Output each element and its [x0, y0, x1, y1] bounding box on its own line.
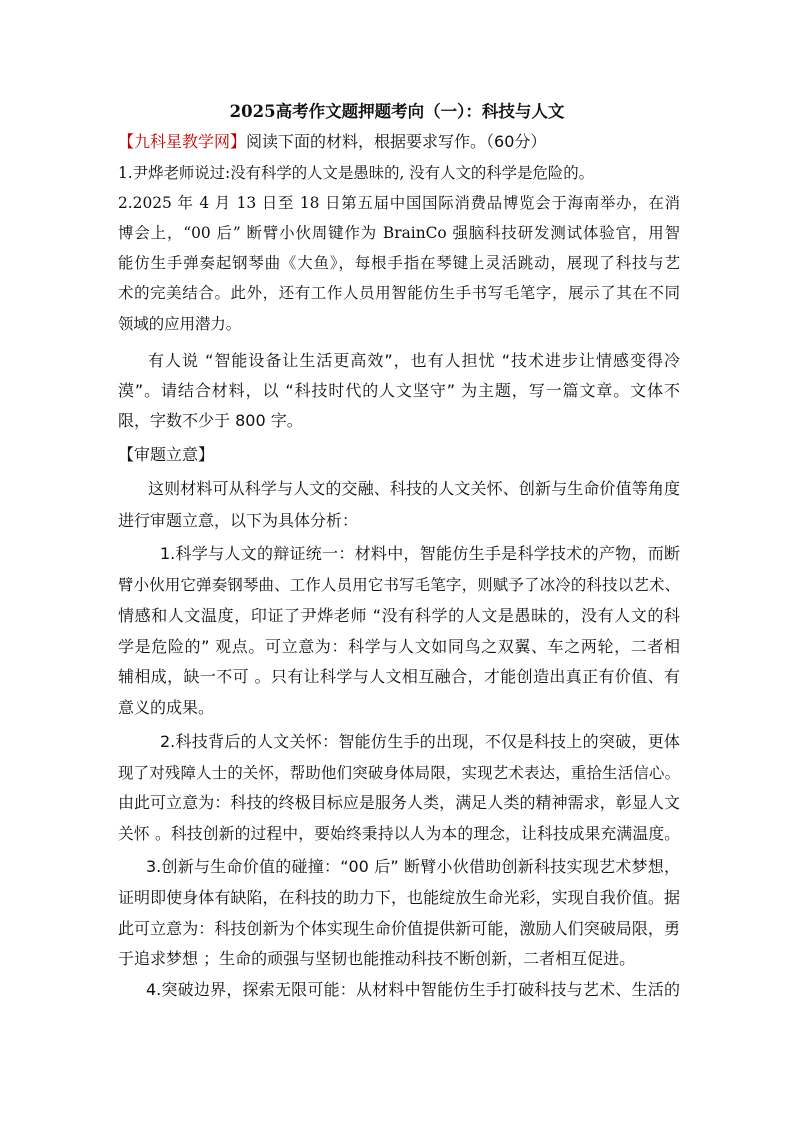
point-4-line: 4.突破边界，探索无限可能：从材料中智能仿生手打破科技与艺术、生活的 [146, 980, 680, 999]
point-2-line: 2.科技背后的人文关怀：智能仿生手的出现，不仅是科技上的突破，更体 [160, 732, 680, 751]
point-1-line: 辅相成，缺一不可 。只有让科学与人文相互融合，才能创造出真正有价值、有 [118, 667, 680, 686]
analysis-intro-line: 这则材料可从科学与人文的交融、科技的人文关怀、创新与生命价值等角度 [148, 479, 680, 498]
point-1-line: 情感和人文温度，印证了尹烨老师 “没有科学的人文是愚昧的，没有人文的科 [118, 606, 680, 625]
intro-line [118, 127, 680, 157]
material-2-line: 博会上，“00 后” 断臂小伙周键作为 BrainCo 强脑科技研发测试体验官，用智 [118, 224, 680, 242]
point-1-line: 意义的成果。 [118, 698, 215, 717]
point-1-line: 1.科学与人文的辩证统一：材料中，智能仿生手是科学技术的产物，而断 [160, 544, 680, 563]
document-title: 2025高考作文题押题考向（一）：科技与人文 [229, 102, 565, 121]
material-2-line: 2.2025 年 4 月 13 日至 18 日第五届中国国际消费品博览会于海南举办，在消 [118, 194, 680, 212]
point-2-line: 关怀 。科技创新的过程中，要始终秉持以人为本的理念，让科技成果充满温度。 [118, 824, 680, 843]
material-2-line: 领域的应用潜力。 [118, 315, 242, 333]
point-3-line: 证明即使身体有缺陷，在科技的助力下，也能绽放生命光彩，实现自我价值。据 [118, 888, 680, 907]
material-2-line: 能仿生手弹奏起钢琴曲《大鱼》，每根手指在琴键上灵活跳动，展现了科技与艺 [118, 254, 680, 272]
point-3-line: 此可立意为：科技创新为个体实现生命价值提供新可能，激励人们突破局限，勇 [118, 919, 680, 938]
source-tag: 【九科星教学网】 [118, 132, 247, 151]
point-3-line: 于追求梦想 ；生命的顽强与坚韧也能推动科技不断创新，二者相互促进。 [118, 949, 636, 968]
material-1: 1.尹烨老师说过:没有科学的人文是愚昧的, 没有人文的科学是危险的。 [118, 164, 594, 182]
point-2-line: 由此可立意为：科技的终极目标应是服务人类，满足人类的精神需求，彰显人文 [118, 793, 680, 812]
analysis-intro-line: 进行审题立意，以下为具体分析： [118, 511, 359, 530]
point-3-line: 3.创新与生命价值的碰撞：“00 后” 断臂小伙借助创新科技实现艺术梦想， [146, 857, 680, 876]
intro-text: 阅读下面的材料，根据要求写作。（60分） [246, 132, 547, 151]
point-1-line: 臂小伙用它弹奏钢琴曲、工作人员用它书写毛笔字，则赋予了冰冷的科技以艺术、 [118, 576, 680, 594]
prompt-line: 有人说 “智能设备让生活更高效”，也有人担忧 “技术进步让情感变得冷 [148, 351, 680, 370]
section-heading: 【审题立意】 [118, 445, 215, 464]
prompt-line: 漠”。请结合材料，以 “科技时代的人文坚守” 为主题，写一篇文章。文体不 [118, 381, 680, 400]
prompt-line: 限，字数不少于 800 字。 [118, 411, 303, 430]
point-1-line: 学是危险的” 观点。可立意为：科学与人文如同鸟之双翼、车之两轮，二者相 [118, 637, 680, 656]
point-2-line: 现了对残障人士的关怀，帮助他们突破身体局限，实现艺术表达，重拾生活信心。 [118, 764, 680, 782]
material-2-line: 术的完美结合。此外，还有工作人员用智能仿生手书写毛笔字，展示了其在不同 [118, 284, 680, 302]
